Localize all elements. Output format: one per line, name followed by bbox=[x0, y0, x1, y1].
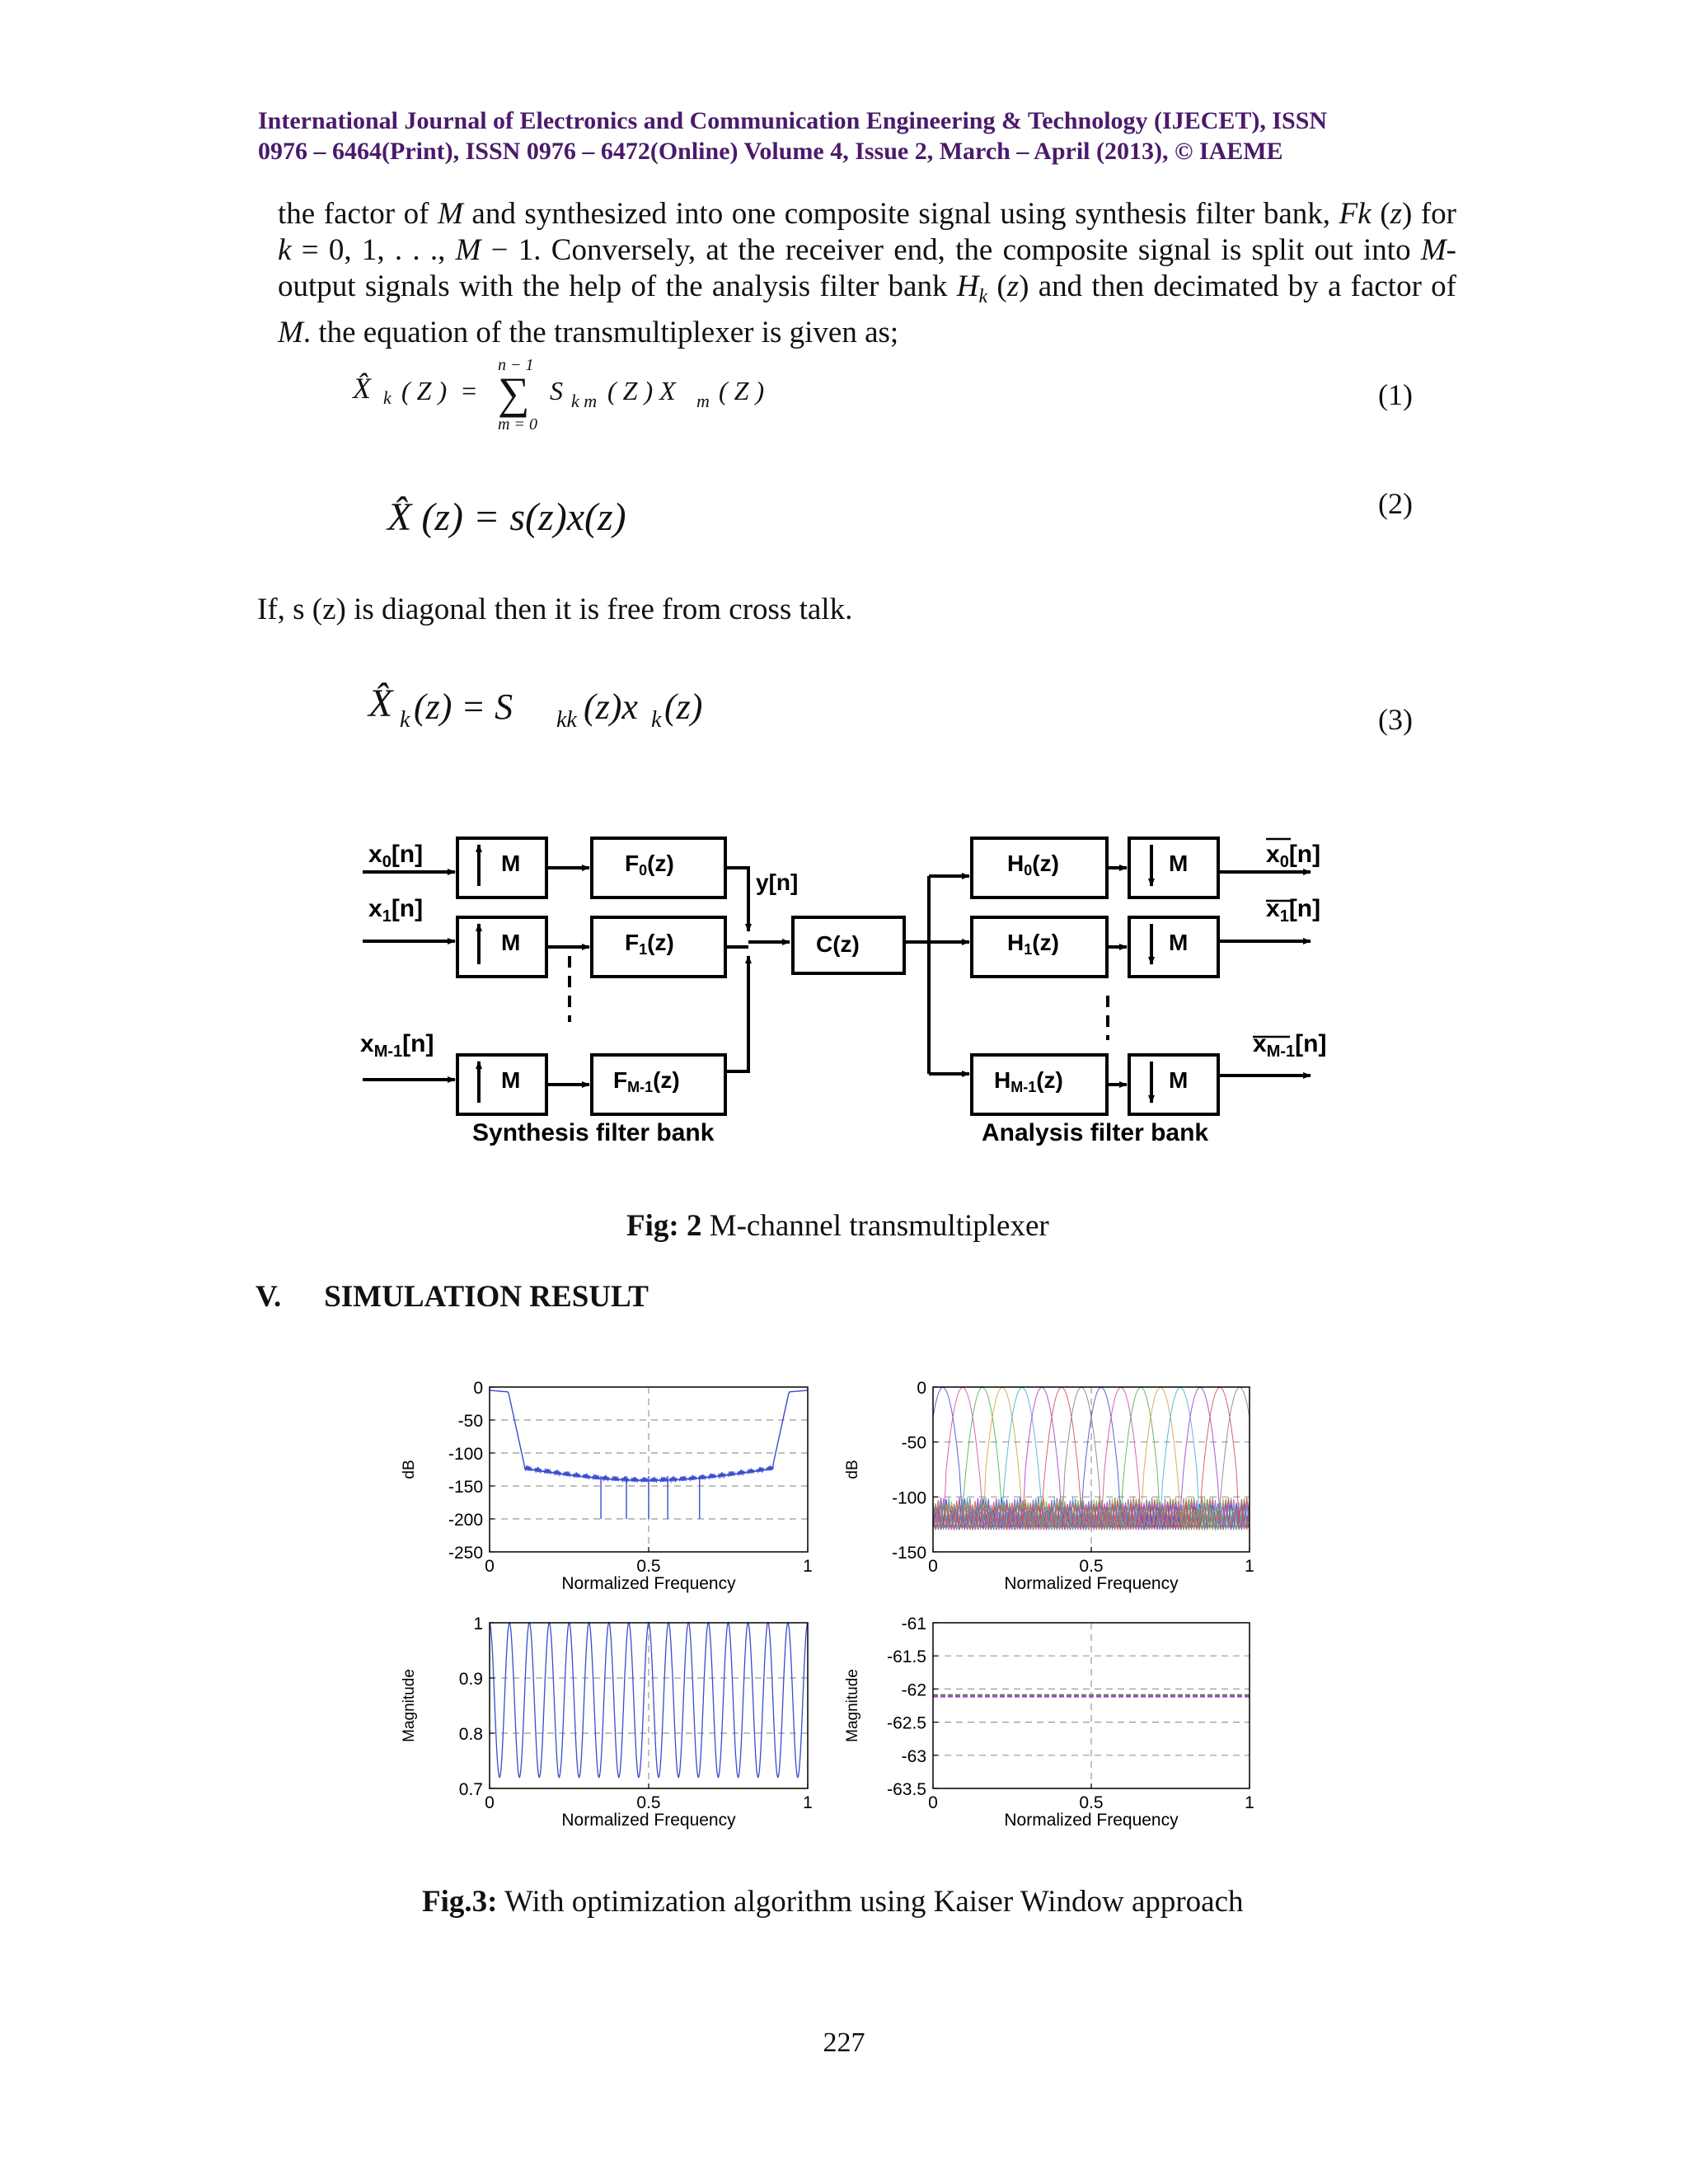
y-tick-label: -150 bbox=[891, 1544, 926, 1563]
y-tick-label: 0.8 bbox=[458, 1725, 483, 1744]
math-M: M bbox=[278, 316, 303, 350]
y-tick-label: -61.5 bbox=[887, 1647, 926, 1667]
y-tick-label: -63 bbox=[901, 1746, 926, 1766]
math-Fk: Fk bbox=[1339, 197, 1372, 231]
y-tick-label: 0 bbox=[473, 1379, 483, 1398]
text-run: and synthesized into one composite signal using synthesis filter bank, bbox=[462, 197, 1339, 231]
input-label-1: $x_1[n]$ bbox=[368, 895, 424, 926]
y-axis-label: dB bbox=[844, 1460, 861, 1479]
y-tick-label: -100 bbox=[448, 1445, 483, 1464]
x-tick-label: 1 bbox=[803, 1793, 813, 1812]
x-tick-label: 0.5 bbox=[636, 1793, 661, 1812]
x-tick-label: 0 bbox=[928, 1793, 938, 1812]
math-k: k bbox=[278, 233, 292, 267]
page-number: 227 bbox=[823, 2027, 865, 2058]
eq3-rest1: (z) = S bbox=[414, 687, 513, 727]
analysis-filter-label-m-1: HM-1(z) bbox=[994, 1067, 1063, 1095]
output-label-1: $x_1[n]$ bbox=[1266, 895, 1321, 926]
y-tick-label: -63.5 bbox=[887, 1780, 926, 1799]
y-tick-label: 1 bbox=[473, 1615, 483, 1633]
fig3-caption-text: With optimization algorithm using Kaiser Window approach bbox=[497, 1885, 1244, 1919]
text-run: . the equation of the transmultiplexer is given as; bbox=[302, 316, 899, 350]
analysis-filter-label-0: H0(z) bbox=[1007, 851, 1059, 879]
eq3-number: (3) bbox=[1378, 703, 1413, 736]
input-label-m-1: $x_{M-1}[n]$ bbox=[360, 1030, 434, 1061]
eq2-number: (2) bbox=[1378, 487, 1413, 520]
y-tick-label: -61 bbox=[901, 1615, 926, 1633]
fig2-caption-text: M-channel transmultiplexer bbox=[701, 1209, 1049, 1243]
cross-talk-text: If, s (z) is diagonal then it is free from cross talk. bbox=[257, 593, 853, 626]
y-tick-label: 0.7 bbox=[458, 1780, 483, 1799]
x-tick-label: 1 bbox=[1245, 1557, 1254, 1576]
eq1-mid: ( Z ) X bbox=[607, 376, 676, 405]
eq1-lhs-arg: ( Z ) = bbox=[401, 376, 478, 405]
eq1-s-sub: k m bbox=[571, 391, 598, 411]
synthesis-caption: Synthesis filter bank bbox=[472, 1119, 715, 1146]
eq1-x-sub: m bbox=[696, 391, 710, 411]
input-label-0: $x_0[n]$ bbox=[368, 841, 424, 871]
y-tick-label: -50 bbox=[457, 1412, 483, 1431]
eq1-s: S bbox=[550, 376, 563, 405]
y-tick-label: 0.9 bbox=[458, 1670, 483, 1689]
journal-header-line2: 0976 – 6464(Print), ISSN 0976 – 6472(Online) Volume 4, Issue 2, March – April (2013), © IAEME bbox=[258, 138, 1283, 165]
y-axis-label: Magnitude bbox=[844, 1669, 861, 1742]
x-tick-label: 0.5 bbox=[1079, 1557, 1104, 1576]
x-tick-label: 0.5 bbox=[636, 1557, 661, 1576]
downsampler-label: M bbox=[1169, 1067, 1189, 1093]
x-axis-label: Normalized Frequency bbox=[1004, 1574, 1179, 1593]
eq1-sum-top: n − 1 bbox=[498, 356, 534, 374]
y-axis-label: Magnitude bbox=[401, 1669, 418, 1742]
journal-header-line1: International Journal of Electronics and Communication Engineering & Technology (IJECET), ISSN bbox=[258, 107, 1328, 134]
eq1-end: ( Z ) bbox=[719, 376, 765, 405]
fig3-caption-label: Fig.3: bbox=[422, 1885, 498, 1919]
analysis-filter-label-1: H1(z) bbox=[1007, 930, 1059, 958]
output-label-m-1: $x_{M-1}[n]$ bbox=[1253, 1030, 1327, 1061]
math-z: z bbox=[1006, 269, 1020, 303]
y-tick-label: 0 bbox=[917, 1379, 926, 1398]
eq2-text: X̂ (z) = s(z)x(z) bbox=[387, 495, 626, 539]
math-k-sub: k bbox=[978, 286, 988, 308]
text-run: − 1. Conversely, at the receiver end, the composite signal is split out into bbox=[481, 233, 1421, 267]
text-run: -output signals with the help of the analysis filter bank bbox=[278, 233, 1456, 303]
downsampler-label: M bbox=[1169, 851, 1189, 876]
fig3-caption bbox=[422, 1884, 1244, 1919]
text-run: ) for bbox=[1401, 197, 1457, 231]
x-tick-label: 0 bbox=[928, 1557, 938, 1576]
x-tick-label: 0.5 bbox=[1079, 1793, 1104, 1812]
eq3-rest3: (z) bbox=[664, 687, 703, 727]
x-tick-label: 1 bbox=[1245, 1793, 1254, 1812]
y-label: y[n] bbox=[756, 869, 799, 895]
eq1-lhs-sub: k bbox=[383, 387, 392, 408]
synthesis-filter-label-m-1: FM-1(z) bbox=[613, 1067, 680, 1095]
fig2-caption-label: Fig: 2 bbox=[626, 1209, 702, 1243]
y-tick-label: -250 bbox=[448, 1544, 483, 1563]
x-tick-label: 0 bbox=[485, 1793, 495, 1812]
upsampler-label: M bbox=[501, 930, 521, 955]
eq3-rest2: (z)x bbox=[584, 687, 638, 727]
text-run: the factor of bbox=[278, 197, 438, 231]
x-tick-label: 1 bbox=[803, 1557, 813, 1576]
output-label-0: $x_0[n]$ bbox=[1266, 841, 1321, 871]
channel-label: C(z) bbox=[816, 931, 860, 957]
eq3-s-sub: kk bbox=[556, 707, 577, 733]
y-tick-label: -200 bbox=[448, 1511, 483, 1530]
eq3-lhs: X̂ bbox=[368, 682, 393, 725]
synthesis-filter-label-1: F1(z) bbox=[625, 930, 674, 958]
math-H: H bbox=[956, 269, 979, 303]
text-run: = 0, 1, . . ., bbox=[291, 233, 456, 267]
y-tick-label: -100 bbox=[891, 1488, 926, 1508]
x-axis-label: Normalized Frequency bbox=[1004, 1811, 1179, 1830]
math-M: M bbox=[438, 197, 463, 231]
downsampler-label: M bbox=[1169, 930, 1189, 955]
section-title: SIMULATION RESULT bbox=[324, 1280, 649, 1314]
y-tick-label: -50 bbox=[901, 1433, 926, 1453]
eq3-x-sub: k bbox=[651, 707, 662, 733]
eq1-sum: ∑ bbox=[498, 368, 530, 418]
upsampler-label: M bbox=[501, 851, 521, 876]
eq1-number: (1) bbox=[1378, 378, 1413, 411]
y-tick-label: -62.5 bbox=[887, 1713, 926, 1733]
text-run: ( bbox=[1371, 197, 1390, 231]
x-axis-label: Normalized Frequency bbox=[561, 1574, 736, 1593]
x-axis-label: Normalized Frequency bbox=[561, 1811, 736, 1830]
text-run: ) and then decimated by a factor of bbox=[1019, 269, 1456, 303]
math-M: M bbox=[1420, 233, 1447, 267]
eq1-sum-bottom: m = 0 bbox=[498, 415, 537, 434]
analysis-caption: Analysis filter bank bbox=[982, 1119, 1209, 1146]
y-tick-label: -150 bbox=[448, 1478, 483, 1497]
eq1-lhs: X̂ bbox=[353, 372, 371, 405]
section-number: V. bbox=[256, 1280, 282, 1314]
synthesis-filter-label-0: F0(z) bbox=[625, 851, 674, 879]
text-run: ( bbox=[987, 269, 1007, 303]
math-z: z bbox=[1390, 197, 1402, 231]
y-axis-label: dB bbox=[401, 1460, 418, 1479]
upsampler-label: M bbox=[501, 1067, 521, 1093]
math-M: M bbox=[455, 233, 481, 267]
eq3-lhs-sub: k bbox=[400, 707, 410, 733]
x-tick-label: 0 bbox=[485, 1557, 495, 1576]
y-tick-label: -62 bbox=[901, 1680, 926, 1700]
